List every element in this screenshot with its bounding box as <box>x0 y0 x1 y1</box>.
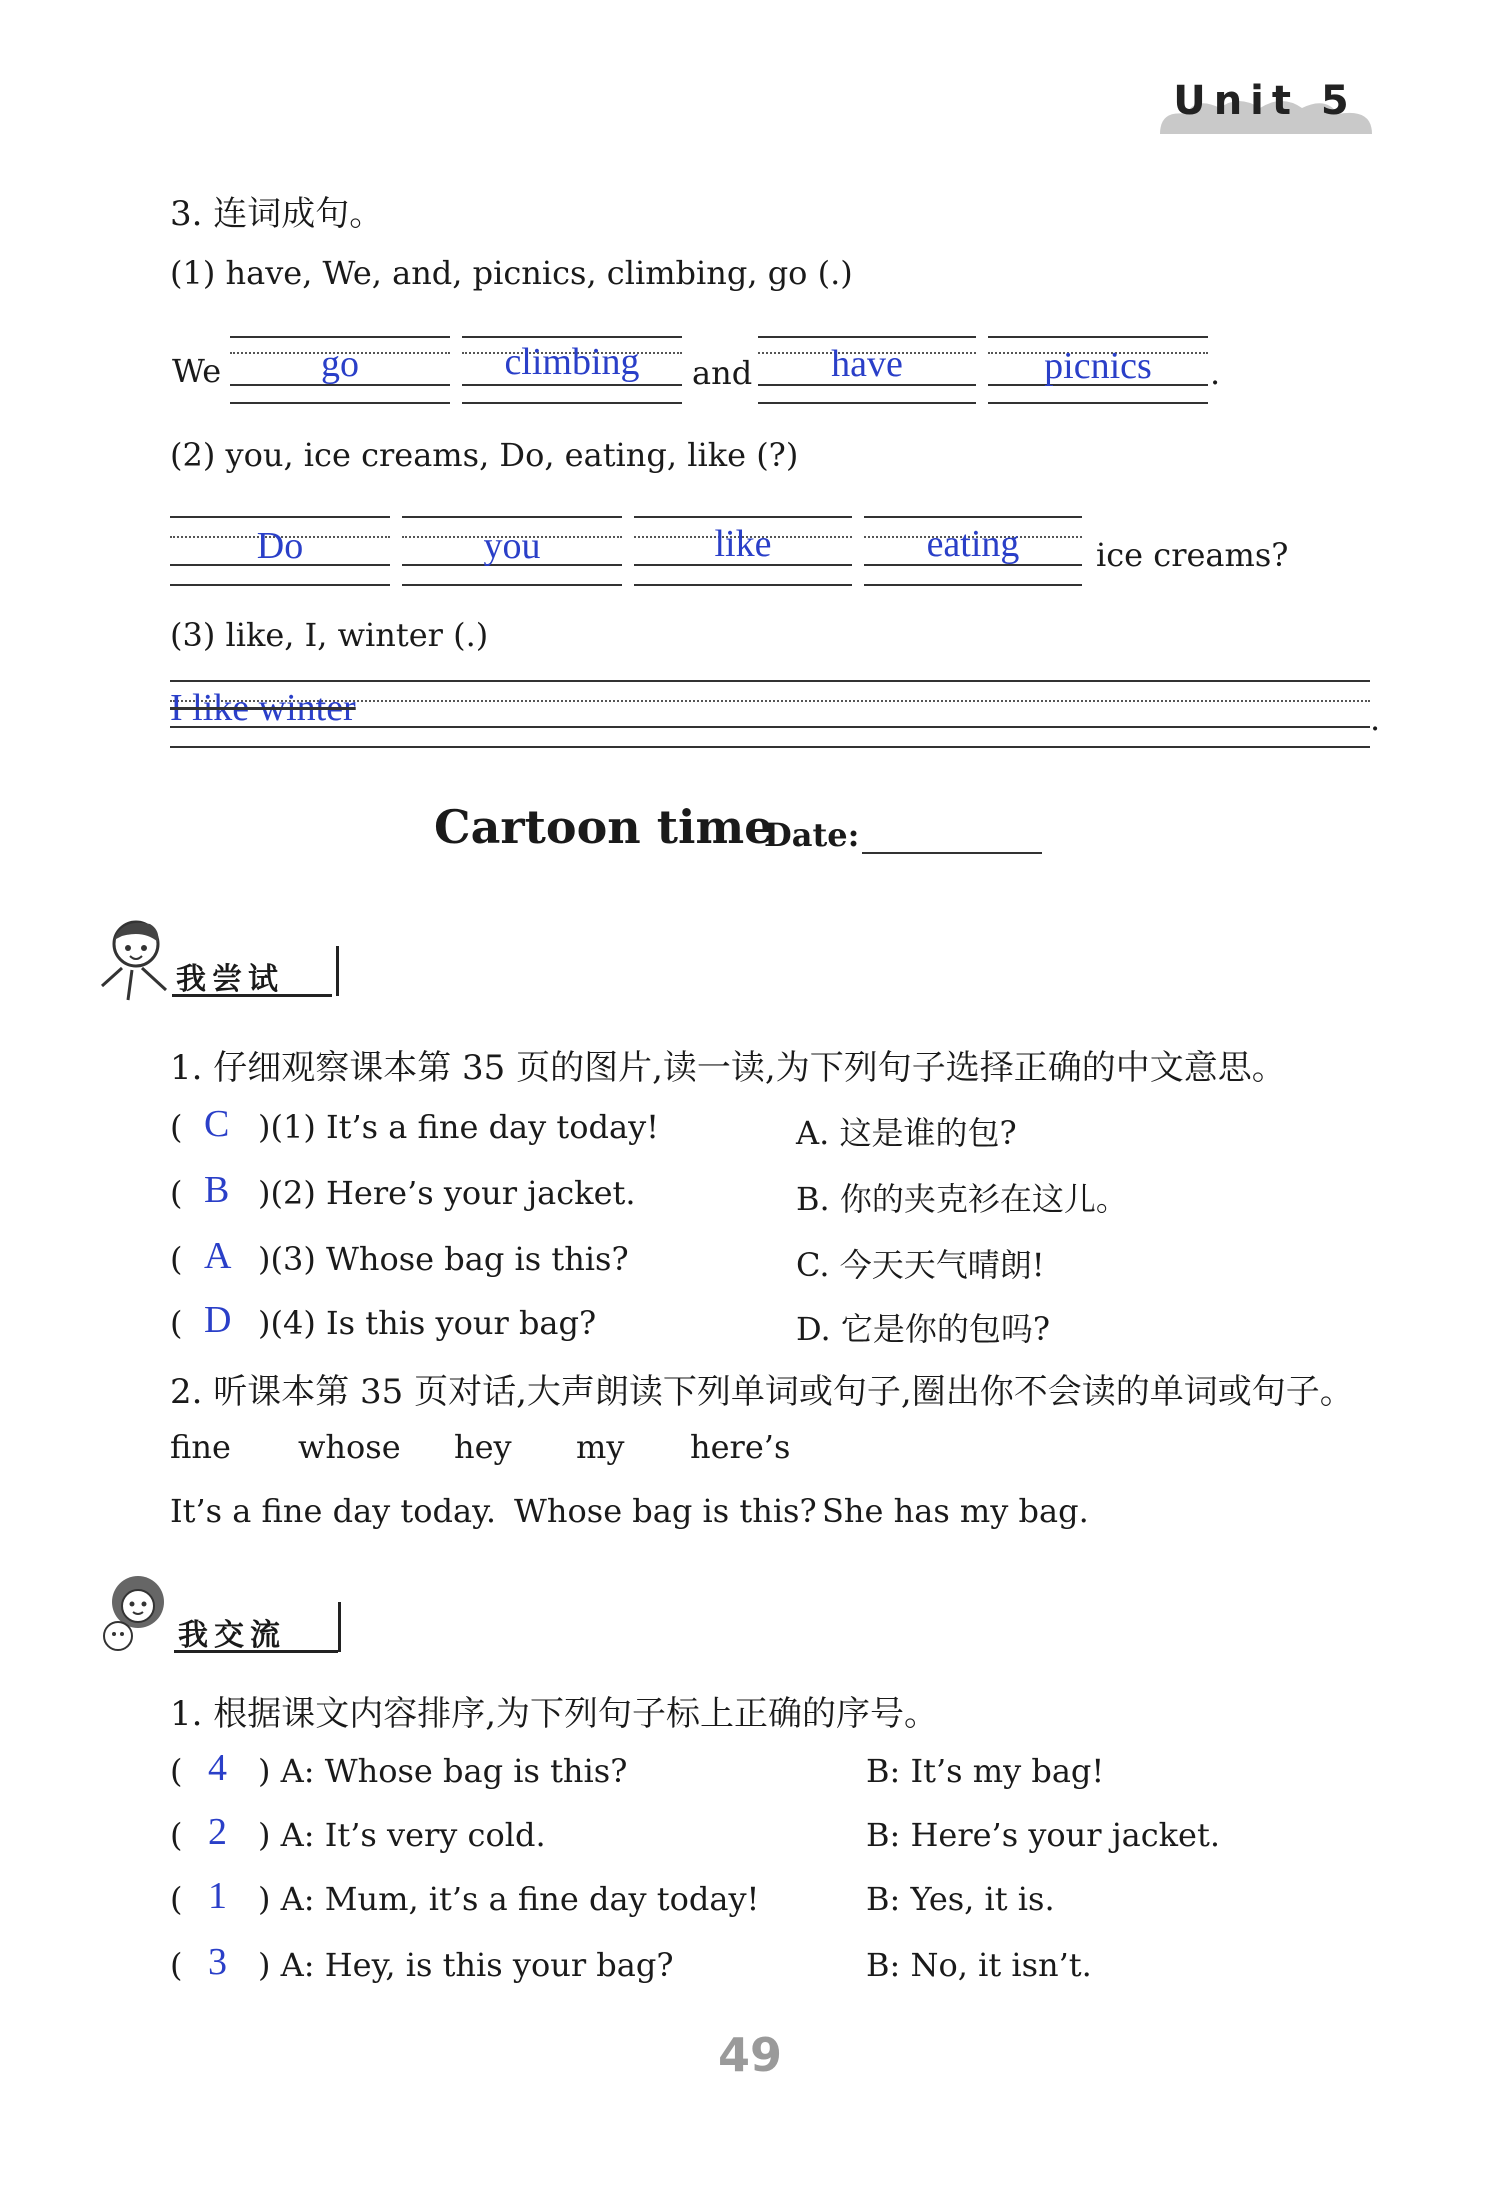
paren-open: ( <box>170 1752 183 1790</box>
talk-q1-answer-3[interactable]: 1 <box>208 1875 227 1917</box>
talk-q1-title: 1. 根据课文内容排序,为下列句子标上正确的序号。 <box>170 1694 939 1734</box>
q3-item1-answer-4[interactable]: picnics <box>1044 345 1152 387</box>
try-q2-word-2[interactable]: whose <box>298 1428 401 1466</box>
date-label: Date: <box>764 816 860 854</box>
unit-title: Unit 5 <box>1173 78 1357 124</box>
date-field[interactable] <box>862 852 1042 854</box>
try-q1-answer-3[interactable]: A <box>204 1235 232 1277</box>
try-q1-answer-2[interactable]: B <box>204 1169 230 1211</box>
talk-q1-b-3: B: Yes, it is. <box>866 1880 1055 1918</box>
try-q2-word-5[interactable]: here’s <box>690 1428 791 1466</box>
try-q2-word-3[interactable]: hey <box>454 1428 512 1466</box>
q3-item1-answer-2[interactable]: climbing <box>504 341 640 383</box>
paren-open: ( <box>170 1240 183 1278</box>
try-q2-word-4[interactable]: my <box>576 1428 625 1466</box>
try-q1-sentence-4: )(4) Is this your bag? <box>258 1304 597 1342</box>
try-q2-sentence-1[interactable]: It’s a fine day today. <box>170 1492 497 1530</box>
talk-q1-a-4: ) A: Hey, is this your bag? <box>258 1946 674 1984</box>
try-q1-option-4: D. 它是你的包吗? <box>796 1310 1051 1348</box>
paren-open: ( <box>170 1108 183 1146</box>
unit-badge <box>1150 78 1380 140</box>
try-q2-title: 2. 听课本第 35 页对话,大声朗读下列单词或句子,圈出你不会读的单词或句子。 <box>170 1372 1354 1412</box>
q3-item1-answer-3[interactable]: have <box>831 343 903 385</box>
try-q1-sentence-1: )(1) It’s a fine day today! <box>258 1108 659 1146</box>
q3-item2-answer-4[interactable]: eating <box>926 523 1020 565</box>
try-q1-option-3: C. 今天天气晴朗! <box>796 1246 1045 1284</box>
q3-item2-tail: ice creams? <box>1096 536 1289 574</box>
try-q1-answer-1[interactable]: C <box>204 1103 230 1145</box>
q3-item1-prompt: (1) have, We, and, picnics, climbing, go (.) <box>170 254 853 292</box>
talk-section-heading: 我交流 <box>178 1618 286 1653</box>
talk-q1-b-2: B: Here’s your jacket. <box>866 1816 1221 1854</box>
try-q1-sentence-2: )(2) Here’s your jacket. <box>258 1174 636 1212</box>
try-q1-option-2: B. 你的夹克衫在这儿。 <box>796 1180 1128 1218</box>
try-section-header <box>92 910 352 1002</box>
q3-item1-lead: We <box>172 352 222 390</box>
talk-q1-a-3: ) A: Mum, it’s a fine day today! <box>258 1880 760 1918</box>
talk-q1-b-1: B: It’s my bag! <box>866 1752 1105 1790</box>
q3-item2-prompt: (2) you, ice creams, Do, eating, like (?) <box>170 436 799 474</box>
talk-q1-a-1: ) A: Whose bag is this? <box>258 1752 628 1790</box>
q3-title: 3. 连词成句。 <box>170 194 384 234</box>
talk-q1-answer-1[interactable]: 4 <box>208 1747 227 1789</box>
try-q1-title: 1. 仔细观察课本第 35 页的图片,读一读,为下列句子选择正确的中文意思。 <box>170 1048 1286 1088</box>
talk-q1-a-2: ) A: It’s very cold. <box>258 1816 546 1854</box>
q3-item3-prompt: (3) like, I, winter (.) <box>170 616 489 654</box>
q3-item3-end: . <box>1370 700 1381 738</box>
q3-item3-answer[interactable]: I like winter <box>170 687 356 729</box>
try-section-heading: 我尝试 <box>176 962 284 997</box>
try-q1-sentence-3: )(3) Whose bag is this? <box>258 1240 629 1278</box>
q3-item2-answer-3[interactable]: like <box>714 523 772 565</box>
kids-mascot-icon <box>96 1566 180 1658</box>
page-number: 49 <box>717 2028 782 2082</box>
talk-q1-b-4: B: No, it isn’t. <box>866 1946 1092 1984</box>
q3-item2-answer-2[interactable]: you <box>483 525 541 567</box>
q3-item1-answer-1[interactable]: go <box>321 343 359 385</box>
try-q2-word-1[interactable]: fine <box>170 1428 231 1466</box>
cartoon-title: Cartoon time <box>434 800 774 854</box>
try-q2-sentence-2[interactable]: Whose bag is this? <box>514 1492 817 1530</box>
q3-item1-end: . <box>1210 354 1221 392</box>
talk-q1-answer-4[interactable]: 3 <box>208 1941 227 1983</box>
try-q1-option-1: A. 这是谁的包? <box>796 1114 1017 1152</box>
paren-open: ( <box>170 1816 183 1854</box>
girl-mascot-icon <box>92 910 176 1002</box>
q3-item1-mid: and <box>692 354 753 392</box>
paren-open: ( <box>170 1880 183 1918</box>
talk-section-header <box>96 1566 356 1658</box>
talk-q1-answer-2[interactable]: 2 <box>208 1811 227 1853</box>
paren-open: ( <box>170 1174 183 1212</box>
paren-open: ( <box>170 1946 183 1984</box>
try-q2-sentence-3[interactable]: She has my bag. <box>822 1492 1089 1530</box>
paren-open: ( <box>170 1304 183 1342</box>
q3-item2-answer-1[interactable]: Do <box>256 525 304 567</box>
try-q1-answer-4[interactable]: D <box>204 1299 232 1341</box>
